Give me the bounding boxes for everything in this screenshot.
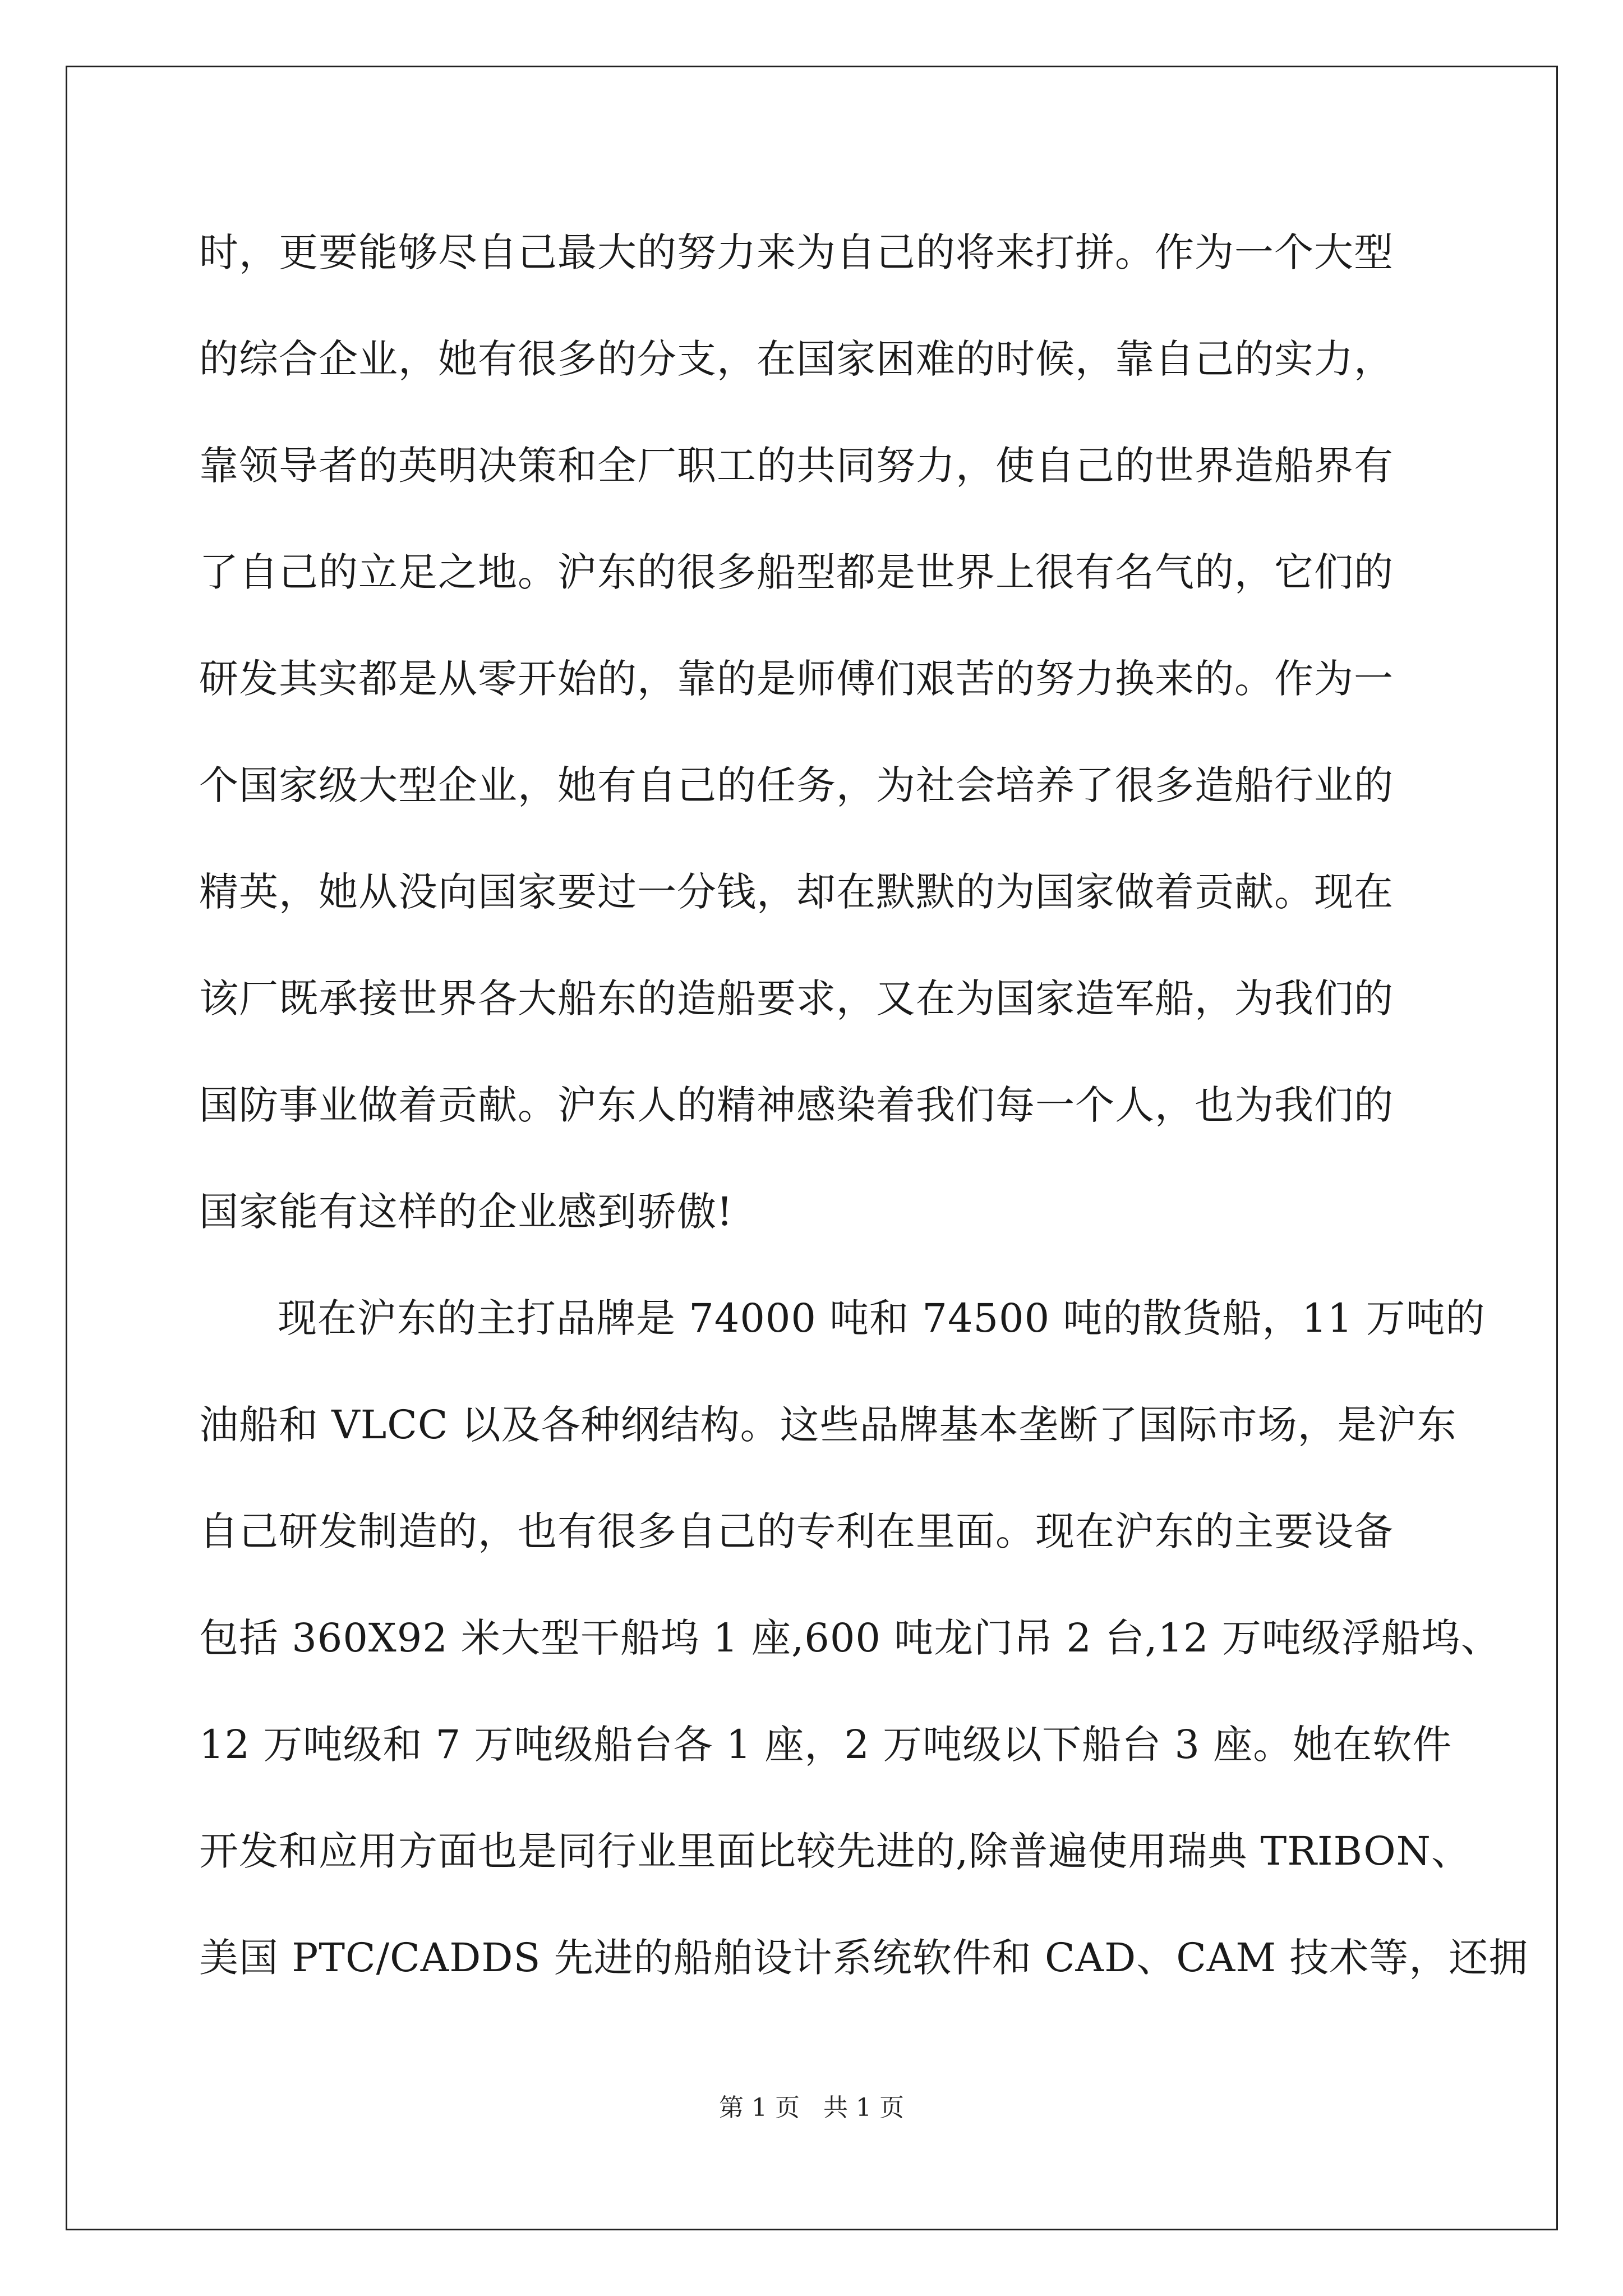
text-line: 时，更要能够尽自己最大的努力来为自己的将来打拼。作为一个大型 [199, 229, 1394, 275]
text-line: 靠领导者的英明决策和全厂职工的共同努力，使自己的世界造船界有 [199, 443, 1394, 489]
text-line: 个国家级大型企业，她有自己的任务，为社会培养了很多造船行业的 [199, 762, 1394, 808]
text-line: 包括 360X92 米大型干船坞 1 座,600 吨龙门吊 2 台,12 万吨级浮船坞、 [199, 1615, 1501, 1661]
paragraph-start-line: 现在沪东的主打品牌是 74000 吨和 74500 吨的散货船，11 万吨的 [278, 1295, 1486, 1341]
text-line: 研发其实都是从零开始的，靠的是师傅们艰苦的努力换来的。作为一 [199, 656, 1394, 702]
page-footer: 第 1 页 共 1 页 [719, 2093, 904, 2122]
text-line: 油船和 VLCC 以及各种纲结构。这些品牌基本垄断了国际市场，是沪东 [199, 1402, 1457, 1448]
text-line: 该厂既承接世界各大船东的造船要求，又在为国家造军船，为我们的 [199, 976, 1394, 1022]
text-line: 国防事业做着贡献。沪东人的精神感染着我们每一个人，也为我们的 [199, 1082, 1394, 1128]
text-line: 美国 PTC/CADDS 先进的船舶设计系统软件和 CAD、CAM 技术等，还拥 [199, 1935, 1529, 1981]
text-line: 了自己的立足之地。沪东的很多船型都是世界上很有名气的，它们的 [199, 549, 1394, 595]
text-line: 精英，她从没向国家要过一分钱，却在默默的为国家做着贡献。现在 [199, 869, 1394, 915]
text-line: 12 万吨级和 7 万吨级船台各 1 座，2 万吨级以下船台 3 座。她在软件 [199, 1722, 1453, 1768]
text-line: 开发和应用方面也是同行业里面比较先进的,除普遍使用瑞典 TRIBON、 [199, 1828, 1471, 1874]
text-line: 自己研发制造的，也有很多自己的专利在里面。现在沪东的主要设备 [199, 1508, 1394, 1554]
text-line: 国家能有这样的企业感到骄傲! [199, 1189, 734, 1235]
text-line: 的综合企业，她有很多的分支，在国家困难的时候，靠自己的实力， [199, 336, 1394, 382]
document-body [199, 219, 1529, 2031]
